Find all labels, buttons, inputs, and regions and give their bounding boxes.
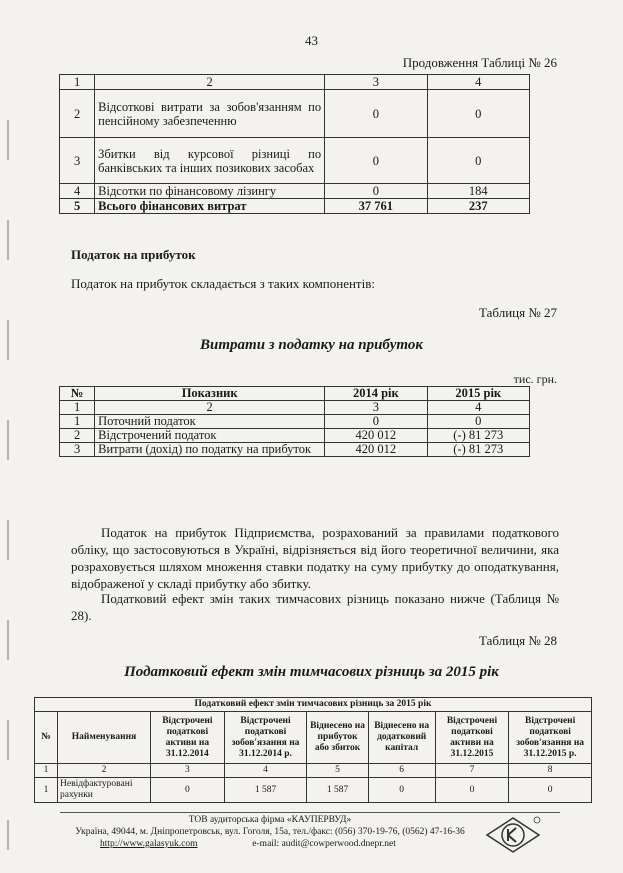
- table-26: [59, 74, 530, 214]
- table-row: [35, 778, 592, 803]
- table-cell: 0: [368, 778, 435, 803]
- table-cell: 4: [427, 75, 529, 90]
- scan-edge-mark: [6, 120, 10, 850]
- table-cell: 4: [224, 764, 307, 778]
- table-cell: (-) 81 273: [427, 443, 529, 457]
- table-cell: 237: [427, 199, 529, 214]
- table-header-cell: №: [35, 712, 58, 764]
- table-header-cell: 2014 рік: [325, 387, 427, 401]
- table-cell: 6: [368, 764, 435, 778]
- table-cell: Збитки від курсової різниці по банківських та інших позикових засобах: [95, 138, 325, 184]
- table-cell: 0: [427, 415, 529, 429]
- section-heading: Податок на прибуток: [71, 247, 196, 262]
- table-cell: 1: [60, 75, 95, 90]
- footer-website-link[interactable]: http://www.galasyuk.com: [100, 839, 198, 849]
- table-cell: 3: [151, 764, 225, 778]
- table-28-label: Таблиця № 28: [479, 633, 557, 648]
- table-header-cell: Віднесено на прибуток або збиток: [307, 712, 368, 764]
- table-cell: 0: [427, 138, 529, 184]
- table-cell: 1 587: [307, 778, 368, 803]
- table-cell: 0: [509, 778, 592, 803]
- table-header-cell: №: [60, 387, 95, 401]
- table-cell: 0: [325, 90, 427, 138]
- table-cell: 5: [307, 764, 368, 778]
- table-cell: 0: [325, 138, 427, 184]
- table-header-row: [35, 712, 592, 764]
- table-cell: Відсоткові витрати за зобов'язанням по пенсійному забезпеченню: [95, 90, 325, 138]
- table-row: [60, 75, 530, 90]
- table-header-cell: Відстрочені податкові зобов'язання на 31.12.2014 р.: [224, 712, 307, 764]
- table-27-label: Таблиця № 27: [479, 305, 557, 320]
- table-cell: Відстрочений податок: [95, 429, 325, 443]
- footer-contacts: [60, 839, 480, 850]
- table-cell: 37 761: [325, 199, 427, 214]
- table-cell: 1: [35, 778, 58, 803]
- table-cell: Витрати (дохід) по податку на прибуток: [95, 443, 325, 457]
- table-cell: 4: [60, 184, 95, 199]
- table-row: [60, 415, 530, 429]
- table-cell: (-) 81 273: [427, 429, 529, 443]
- table-cell: 1: [35, 764, 58, 778]
- table-cell: 420 012: [325, 443, 427, 457]
- table-cell: 0: [325, 184, 427, 199]
- table-header-cell: Відстрочені податкові активи на 31.12.2014: [151, 712, 225, 764]
- footer-address: Україна, 49044, м. Дніпропетровськ, вул. Гоголя, 15а, тел./факс: (056) 370-19-76, (0562) 47-16-36: [75, 827, 465, 837]
- table-28: [34, 697, 592, 803]
- currency-unit: тис. грн.: [513, 372, 557, 386]
- table-row: [60, 90, 530, 138]
- table-cell: 0: [427, 90, 529, 138]
- table-cell: 3: [60, 443, 95, 457]
- table-row: [60, 429, 530, 443]
- table-cell: 1: [60, 401, 95, 415]
- table-cell: 2: [95, 75, 325, 90]
- table-cell: 2: [60, 90, 95, 138]
- table-cell: 1: [60, 415, 95, 429]
- table-row: [60, 138, 530, 184]
- body-paragraph: Податковий ефект змін таких тимчасових різниць показано нижче (Таблиця № 28).: [71, 591, 559, 623]
- body-paragraph: Податок на прибуток Підприємства, розрахований за правилами податкового обліку, що застосовуються в Україні, відрізняється від його теоретичної величини, яка розраховується шляхом множення ставки податку на суму прибутку до оподаткування, відображеної у складі прибутку або збитку.: [71, 525, 559, 591]
- table-row: [60, 443, 530, 457]
- table-header-cell: Віднесено на додатковий капітал: [368, 712, 435, 764]
- table-cell: 2: [58, 764, 151, 778]
- table-27: [59, 386, 530, 457]
- page-number: 43: [305, 33, 318, 48]
- table-header-cell: Показник: [95, 387, 325, 401]
- table-cell: 420 012: [325, 429, 427, 443]
- footer-email: e-mail: audit@cowperwood.dnepr.net: [252, 839, 396, 849]
- table-cell: 2: [95, 401, 325, 415]
- table-cell: 8: [509, 764, 592, 778]
- table-cell: 5: [60, 199, 95, 214]
- table-28-title: Податковий ефект змін тимчасових різниць за 2015 рік: [124, 664, 499, 680]
- table-27-title: Витрати з податку на прибуток: [200, 337, 423, 353]
- table-caption-row: [35, 698, 592, 712]
- table-cell: 4: [427, 401, 529, 415]
- table-caption: Податковий ефект змін тимчасових різниць за 2015 рік: [35, 698, 592, 712]
- table-header-cell: 2015 рік: [427, 387, 529, 401]
- table-header-row: [60, 387, 530, 401]
- table-header-cell: Відстрочені податкові зобов'язання на 31.12.2015 р.: [509, 712, 592, 764]
- footer-divider: [60, 812, 560, 813]
- footer-company: ТОВ аудиторська фірма «КАУПЕРВУД»: [188, 815, 352, 825]
- table-header-cell: Найменування: [58, 712, 151, 764]
- table-cell: 0: [151, 778, 225, 803]
- table-cell: 2: [60, 429, 95, 443]
- table-row: [60, 401, 530, 415]
- intro-text: Податок на прибуток складається з таких компонентів:: [71, 276, 375, 291]
- table-cell: 7: [435, 764, 509, 778]
- table-cell: 184: [427, 184, 529, 199]
- table-cell: Відсотки по фінансовому лізингу: [95, 184, 325, 199]
- table-header-cell: Відстрочені податкові активи на 31.12.2015: [435, 712, 509, 764]
- table-cell: Всього фінансових витрат: [95, 199, 325, 214]
- table-continuation-label: Продовження Таблиці № 26: [402, 55, 557, 70]
- table-cell: 3: [325, 75, 427, 90]
- table-cell: 0: [435, 778, 509, 803]
- table-cell: 3: [325, 401, 427, 415]
- table-cell: 0: [325, 415, 427, 429]
- table-row: [60, 199, 530, 214]
- table-row: [35, 764, 592, 778]
- table-cell: Невідфактуровані рахунки: [58, 778, 151, 803]
- table-cell: 1 587: [224, 778, 307, 803]
- company-logo-icon: [484, 815, 542, 855]
- table-cell: Поточний податок: [95, 415, 325, 429]
- table-row: [60, 184, 530, 199]
- table-cell: 3: [60, 138, 95, 184]
